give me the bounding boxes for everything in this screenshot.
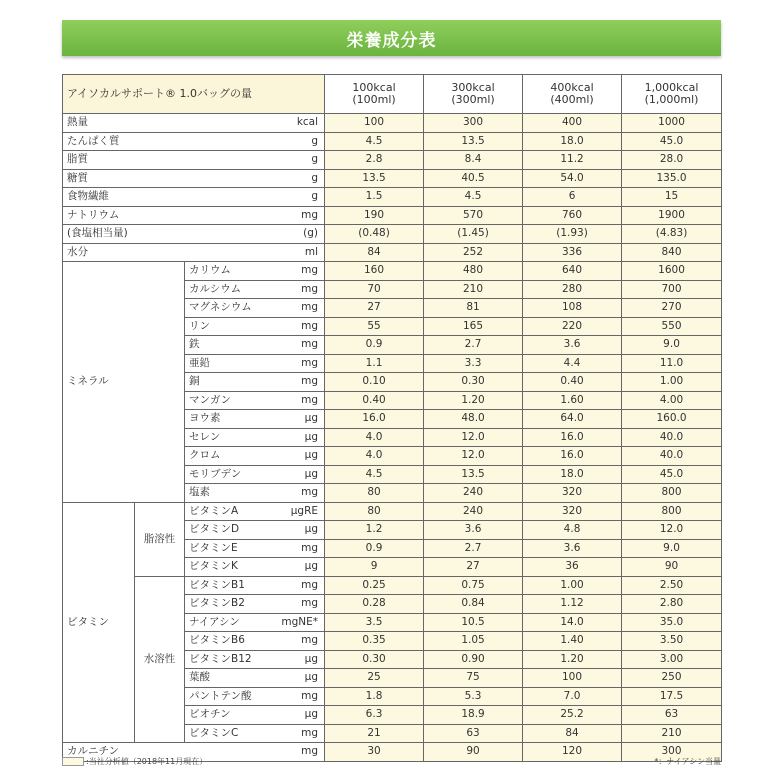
nutrient-unit: μg [304,708,319,721]
value-cell: 760 [523,206,622,225]
nutrient-unit: μg [304,412,319,425]
nutrient-unit: mg [301,634,319,647]
value-cell: 0.28 [325,595,424,614]
value-cell: 3.5 [325,613,424,632]
value-cell: 320 [523,484,622,503]
value-cell: 4.0 [325,428,424,447]
table-row [63,188,722,207]
nutrient-unit: mg [301,208,319,221]
value-cell: 25 [325,669,424,688]
nutrient-unit: kcal [296,116,319,129]
nutrient-unit: μg [304,652,319,665]
value-cell: 550 [622,317,722,336]
nutrient-unit: g [311,134,319,147]
value-cell: 0.25 [325,576,424,595]
nutrient-unit: mg [301,393,319,406]
value-cell: 135.0 [622,169,722,188]
value-cell: 0.35 [325,632,424,651]
value-cell: 80 [325,502,424,521]
nutrient-unit: ml [304,245,319,258]
value-cell: 1.40 [523,632,622,651]
value-cell: 3.00 [622,650,722,669]
value-cell: 120 [523,743,622,762]
table-row [63,169,722,188]
value-cell: 13.5 [424,465,523,484]
value-cell: 252 [424,243,523,262]
nutrient-name: マグネシウム [189,301,252,314]
nutrient-unit: μg [304,430,319,443]
header-col-2: 300kcal (300ml) [424,75,523,114]
value-cell: 4.4 [523,354,622,373]
value-cell: 0.9 [325,539,424,558]
nutrient-name: ビタミンA [189,504,239,517]
nutrient-name: ビタミンK [189,560,238,573]
value-cell: 320 [523,502,622,521]
analysis-legend-swatch [62,757,84,766]
value-cell: 90 [622,558,722,577]
vitamin-group-label: ビタミン [63,502,135,743]
value-cell: 12.0 [622,521,722,540]
nutrient-name: ナトリウム [67,208,120,221]
value-cell: 18.0 [523,132,622,151]
value-cell: 18.9 [424,706,523,725]
value-cell: 1.00 [523,576,622,595]
value-cell: 64.0 [523,410,622,429]
nutrient-name: ビタミンB6 [189,634,245,647]
value-cell: 55 [325,317,424,336]
value-cell: 0.30 [325,650,424,669]
value-cell: 190 [325,206,424,225]
value-cell: 21 [325,724,424,743]
nutrient-unit: g [311,153,319,166]
nutrient-name: (食塩相当量) [67,227,128,240]
value-cell: 12.0 [424,447,523,466]
nutrient-name: セレン [189,430,221,443]
nutrient-name: ビタミンB12 [189,652,252,665]
value-cell: 0.84 [424,595,523,614]
nutrient-unit: mg [301,578,319,591]
nutrient-unit: μgRE [290,504,319,517]
nutrient-name: たんぱく質 [67,134,120,147]
value-cell: 210 [424,280,523,299]
value-cell: 100 [523,669,622,688]
value-cell: 280 [523,280,622,299]
nutrient-unit: μg [304,671,319,684]
value-cell: 13.5 [325,169,424,188]
value-cell: 30 [325,743,424,762]
value-cell: 1.1 [325,354,424,373]
footer-footnote: *：ナイアシン当量 [654,757,721,766]
water-soluble-label: 水溶性 [135,576,185,743]
nutrient-name: 銅 [189,375,200,388]
value-cell: 165 [424,317,523,336]
nutrient-name: 葉酸 [189,671,210,684]
value-cell: 160.0 [622,410,722,429]
value-cell: 240 [424,502,523,521]
fat-soluble-label: 脂溶性 [135,502,185,576]
value-cell: 0.90 [424,650,523,669]
nutrient-unit: mg [301,264,319,277]
table-row [63,132,722,151]
value-cell: 1000 [622,114,722,133]
value-cell: 9 [325,558,424,577]
table-row [63,262,722,281]
nutrient-unit: mg [301,597,319,610]
value-cell: 300 [424,114,523,133]
nutrient-unit: mg [301,726,319,739]
value-cell: 84 [325,243,424,262]
title-banner [62,20,721,56]
nutrient-name: カルニチン [67,745,119,758]
value-cell: 840 [622,243,722,262]
value-cell: 1.05 [424,632,523,651]
value-cell: 1.12 [523,595,622,614]
table-row [63,576,722,595]
value-cell: 28.0 [622,151,722,170]
nutrient-unit: μg [304,523,319,536]
value-cell: 2.7 [424,336,523,355]
header-product-name: アイソカルサポート® 1.0バッグの量 [63,75,325,114]
nutrient-unit: mg [301,356,319,369]
table-row [63,502,722,521]
value-cell: 570 [424,206,523,225]
value-cell: 3.3 [424,354,523,373]
nutrient-unit: mg [301,282,319,295]
nutrient-name: 水分 [67,245,88,258]
value-cell: 1.2 [325,521,424,540]
value-cell: 4.0 [325,447,424,466]
value-cell: 1.8 [325,687,424,706]
value-cell: 27 [325,299,424,318]
nutrient-name: マンガン [189,393,231,406]
value-cell: 45.0 [622,465,722,484]
value-cell: 15 [622,188,722,207]
value-cell: 84 [523,724,622,743]
value-cell: 45.0 [622,132,722,151]
value-cell: 300 [622,743,722,762]
value-cell: 108 [523,299,622,318]
header-row [63,75,722,114]
table-row [63,151,722,170]
value-cell: 480 [424,262,523,281]
value-cell: 3.6 [424,521,523,540]
value-cell: 0.30 [424,373,523,392]
nutrient-unit: mg [301,689,319,702]
value-cell: 1.00 [622,373,722,392]
value-cell: 800 [622,484,722,503]
nutrient-name: 脂質 [67,153,88,166]
nutrient-name: モリブデン [189,467,242,480]
table-row [63,114,722,133]
value-cell: 800 [622,502,722,521]
value-cell: 0.40 [523,373,622,392]
nutrient-name: 塩素 [189,486,210,499]
value-cell: 17.5 [622,687,722,706]
value-cell: 0.10 [325,373,424,392]
value-cell: 3.6 [523,539,622,558]
value-cell: 700 [622,280,722,299]
value-cell: 1.5 [325,188,424,207]
value-cell: 4.5 [424,188,523,207]
value-cell: 160 [325,262,424,281]
value-cell: 400 [523,114,622,133]
value-cell: 250 [622,669,722,688]
value-cell: 90 [424,743,523,762]
value-cell: (4.83) [622,225,722,244]
nutrient-unit: mg [301,745,319,758]
value-cell: 40.0 [622,428,722,447]
nutrient-unit: mg [301,375,319,388]
mineral-group-label: ミネラル [63,262,185,503]
value-cell: 3.6 [523,336,622,355]
table-row [63,206,722,225]
value-cell: 4.00 [622,391,722,410]
nutrient-name: ビタミンB1 [189,578,245,591]
value-cell: 16.0 [523,428,622,447]
value-cell: 7.0 [523,687,622,706]
value-cell: 1.60 [523,391,622,410]
value-cell: 6 [523,188,622,207]
value-cell: 1.20 [424,391,523,410]
value-cell: 1900 [622,206,722,225]
nutrient-name: リン [189,319,210,332]
value-cell: 13.5 [424,132,523,151]
value-cell: (1.93) [523,225,622,244]
value-cell: 48.0 [424,410,523,429]
table-row [63,225,722,244]
nutrient-name: 亜鉛 [189,356,210,369]
nutrient-name: ビタミンD [189,523,240,536]
value-cell: 240 [424,484,523,503]
value-cell: 4.8 [523,521,622,540]
value-cell: 12.0 [424,428,523,447]
value-cell: 3.50 [622,632,722,651]
nutrient-name: ビオチン [189,708,231,721]
nutrient-name: カリウム [189,264,231,277]
value-cell: (0.48) [325,225,424,244]
nutrient-name: ビタミンC [189,726,239,739]
value-cell: 16.0 [325,410,424,429]
header-col-4: 1,000kcal (1,000ml) [622,75,722,114]
nutrient-unit: μg [304,449,319,462]
nutrient-name: パントテン酸 [189,689,252,702]
value-cell: 4.5 [325,132,424,151]
value-cell: 2.8 [325,151,424,170]
nutrient-unit: mg [301,319,319,332]
value-cell: 9.0 [622,539,722,558]
nutrient-unit: g [311,190,319,203]
value-cell: 35.0 [622,613,722,632]
table-row [63,243,722,262]
value-cell: 63 [622,706,722,725]
nutrient-name: カルシウム [189,282,242,295]
nutrient-name: 鉄 [189,338,200,351]
nutrient-unit: mg [301,486,319,499]
nutrient-name: 熱量 [67,116,88,129]
header-col-1: 100kcal (100ml) [325,75,424,114]
value-cell: 2.80 [622,595,722,614]
value-cell: 36 [523,558,622,577]
value-cell: 9.0 [622,336,722,355]
nutrient-unit: (g) [303,227,319,240]
value-cell: 18.0 [523,465,622,484]
value-cell: 4.5 [325,465,424,484]
value-cell: 27 [424,558,523,577]
nutrient-name: ビタミンE [189,541,238,554]
nutrient-name: ビタミンB2 [189,597,245,610]
nutrient-name: 食物繊維 [67,190,109,203]
nutrient-unit: g [311,171,319,184]
value-cell: 80 [325,484,424,503]
value-cell: 1600 [622,262,722,281]
value-cell: 6.3 [325,706,424,725]
nutrient-unit: μg [304,467,319,480]
value-cell: 11.2 [523,151,622,170]
value-cell: 5.3 [424,687,523,706]
value-cell: 0.40 [325,391,424,410]
value-cell: 14.0 [523,613,622,632]
value-cell: 640 [523,262,622,281]
value-cell: 40.5 [424,169,523,188]
nutrient-name: クロム [189,449,221,462]
value-cell: 63 [424,724,523,743]
value-cell: (1.45) [424,225,523,244]
value-cell: 40.0 [622,447,722,466]
value-cell: 10.5 [424,613,523,632]
value-cell: 16.0 [523,447,622,466]
value-cell: 25.2 [523,706,622,725]
nutrient-name: 糖質 [67,171,88,184]
value-cell: 210 [622,724,722,743]
value-cell: 54.0 [523,169,622,188]
nutrient-name: ナイアシン [189,615,240,628]
value-cell: 8.4 [424,151,523,170]
value-cell: 336 [523,243,622,262]
value-cell: 70 [325,280,424,299]
value-cell: 75 [424,669,523,688]
value-cell: 2.7 [424,539,523,558]
nutrient-unit: mgNE* [281,615,319,628]
nutrition-table [62,74,722,762]
value-cell: 1.20 [523,650,622,669]
table-body [63,114,722,762]
value-cell: 220 [523,317,622,336]
nutrient-unit: mg [301,301,319,314]
nutrient-name: ヨウ素 [189,412,221,425]
nutrient-unit: μg [304,560,319,573]
value-cell: 81 [424,299,523,318]
value-cell: 100 [325,114,424,133]
value-cell: 11.0 [622,354,722,373]
header-col-3: 400kcal (400ml) [523,75,622,114]
page-title: 栄養成分表 [346,30,437,51]
footer-note: :当社分析値（2018年11月現在） [62,756,207,767]
value-cell: 270 [622,299,722,318]
nutrient-unit: mg [301,541,319,554]
value-cell: 2.50 [622,576,722,595]
nutrient-unit: mg [301,338,319,351]
value-cell: 0.75 [424,576,523,595]
value-cell: 0.9 [325,336,424,355]
